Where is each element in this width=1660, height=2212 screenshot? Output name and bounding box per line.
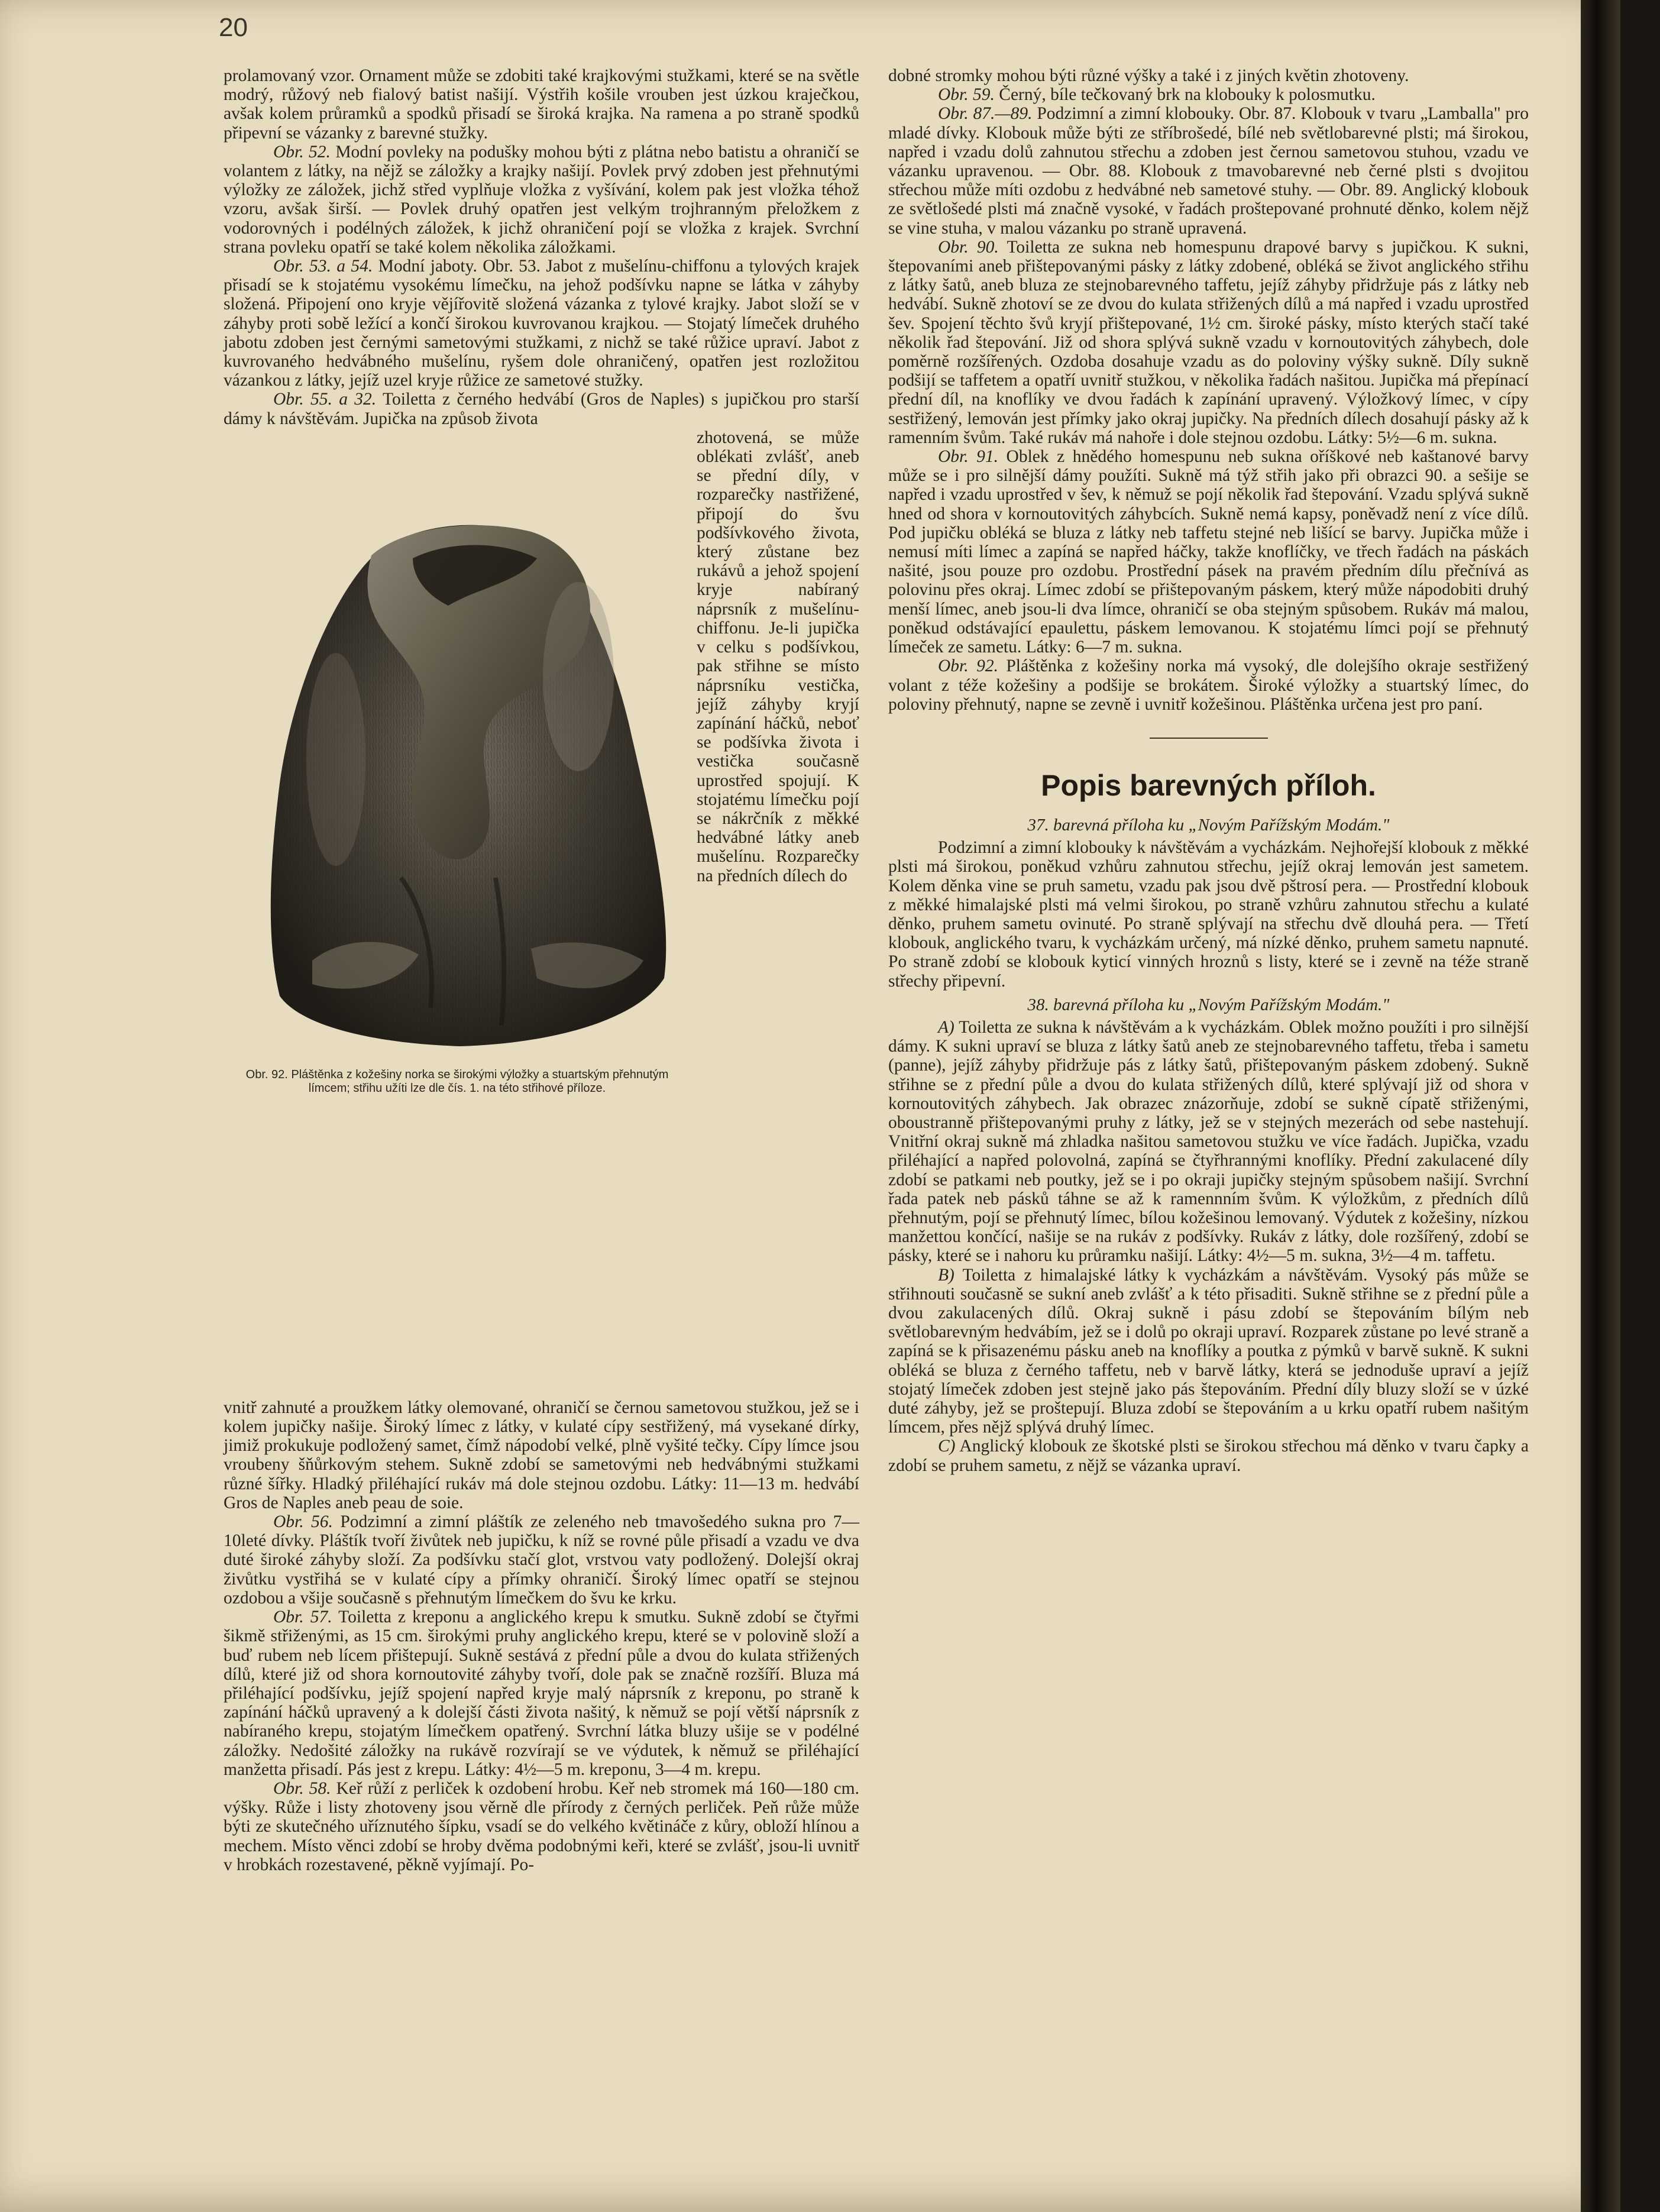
paragraph: [224, 257, 859, 390]
figure-reference: Obr. 56.: [273, 1512, 333, 1532]
text-beside-figure: zhotovená, se může oblékati zvlášť, aneb se přední díly, v rozparečky nastřižené, připojí do švu podšívkového života, který zůstane bez rukávů a jehož spojení kryje nabíraný náprsník z mušelínu-chiffonu. Je-li jupička v celku s podšívkou, pak střihne se místo náprsníku vestička, jejíž záhyby kryjí zapínání háčků, neboť se podšívka života i vestička současně uprostřed spojují. K stojatému límečku pojí se nákrčník z měkké hedvábné látky aneb mušelínu. Rozparečky na předních dílech do: [697, 428, 859, 885]
right-top-text: [888, 66, 1529, 714]
figure-reference: Obr. 55. a 32.: [273, 390, 377, 409]
paragraph: [888, 838, 1529, 991]
paragraph: [224, 1608, 859, 1779]
section-heading: Popis barevných příloh.: [1041, 768, 1376, 802]
figure-reference: C): [938, 1437, 956, 1456]
figure-block: [224, 428, 859, 1398]
section-divider: [1150, 738, 1268, 739]
fur-cape-illustration: [224, 428, 691, 1357]
paragraph: [888, 1266, 1529, 1437]
left-column: [224, 66, 859, 1874]
supplements-list: [888, 816, 1529, 1475]
paragraph-text: Toiletta z himalajské látky k vycházkám a návštěvám. Vysoký pás může se střihnouti současně se sukní aneb zvlášť a k této přisaditi. Sukně střihne se z přední půle a dvou zakulacených dílů. Okraj sukně i pásu zdobí se štepováním bílým neb světlobarevným hedvábím, jež se i dolů po okraji upraví. Rozparek zůstane po levé straně a zapíná se k přisazenému pásku aneb na knoflíky a poutka z pýmků v barvě sukně. K sukni obléká se bluza z černého taffetu, neb v barvě látky, která se jednoduše upraví a jejíž stojatý límeček zdoben jest stejně jako pás štepováním. Přední díly bluzy složí se v úzké duté záhyby, jež se proštepují. Bluza zdobí se štepováním a u krku opatří rubem našitým límcem, přes nějž splývá druhý límec.: [888, 1265, 1529, 1437]
figure-reference: Obr. 91.: [938, 447, 999, 467]
page-number: 20: [219, 13, 248, 42]
paragraph: [888, 238, 1529, 447]
supplement-title: 38. barevná příloha ku „Novým Pařížským Modám.": [1027, 995, 1390, 1014]
paragraph: [224, 390, 859, 428]
figure-reference: Obr. 90.: [938, 237, 999, 257]
paragraph-text: Keř růží z perliček k ozdobení hrobu. Keř neb stromek má 160—180 cm. výšky. Růže i listy zhotoveny jsou věrně dle přírody z černých perliček. Peň růže může býti ze skutečného uříznutého šípku, vsadí se do velkého květináče z kůry, obloží hlínou a mechem. Místo věnci zdobí se hroby dvěma podobnými keři, které se zvlášť, jsou-li uvnitř v hrobkách rozestavené, pěkně vyjímají. Po-: [224, 1778, 859, 1874]
binding-edge: [1581, 0, 1620, 2212]
supplement-body: [888, 838, 1529, 991]
paragraph: [888, 657, 1529, 714]
figure-reference: B): [938, 1265, 954, 1285]
paragraph-text: Anglický klobouk ze škotské plsti se širokou střechou má děnko v tvaru čapky a zdobí se pruhem sametu, z nějž se vázanka upraví.: [888, 1437, 1529, 1475]
supplement-body: [888, 1018, 1529, 1475]
right-column: [888, 66, 1529, 1475]
paragraph-text: Toiletta ze sukna neb homespunu drapové barvy s jupičkou. K sukni, štepovaními aneb přištepovanými pásky z látky zdobené, obléká se život anglického střihu z látky šatů, aneb bluza ze stejnobarevného taffetu, jejíž záhyby přidržuje pás z látky neb hedvábí. Sukně zhotoví se ze dvou do kulata střižených dílů a má napřed i vzadu uprostřed šev. Spojení těchto švů kryjí přištepované, 1½ cm. široké pásky, místo kterých stačí také několik řad štepování. Již od shora splývá sukně vzadu v kornoutovitých záhybech, dole poměrně rozšířených. Ozdoba dosahuje vzadu as do poloviny výšky sukně. Díly sukně podšijí se taffetem a opatří uvnitř stužkou, v několika řadách našitou. Jupička má přepínací přední díl, na knoflíky ve dvou řadách k zapínání upravený. Výložkový límec, v cípy sestřižený, lemován jest přímky jako okraj jupičky. Na předních dílech dosahují pásky až k ramenním švům. Také rukáv má nahoře i dole stejnou ozdobu. Látky: 5½—6 m. sukna.: [888, 237, 1529, 447]
paragraph: [888, 104, 1529, 237]
paragraph-text: Toiletta ze sukna k návštěvám a k vycházkám. Oblek možno použíti i pro silnější dámy. K sukni upraví se bluza z látky šatů aneb ze stejnobarevného taffetu, třeba i sametu (panne), jejíž záhyby přidržuje pás z látky šatů, přištepovaným páskem zdobený. Sukně střihne se z přední půle a dvou do kulata střižených dílů, které splývají již od shora v kornoutovitých záhybech. Jak obrazec znázorňuje, zdobí se sukně cípatě střiženými, oboustranně přištepovanými pruhy z látky, jež se v stejných mezerách od sebe nastehují. Vnitřní okraj sukně má zhladka našitou sametovou stužku ve více řadách. Jupička, vzadu přiléhající a napřed polovolná, zapíná se čtyřhrannými knoflíky. Přední zakulacené díly zdobí se patkami neb poutky, jež se i po okraji jupičky stejným spůsobem našijí. Svrchní řada patek neb pásků táhne se až k ramennním švům. K výložkům, z předních dílů přehnutým, pojí se přehnutý límec, bílou kožešinou lemovaný. Výdutek z kožešiny, nízkou manžettou končící, našije se na rukáv z podšívky. Rukáv z látky, dole rozšířený, zdobí se pásky, které se i nahoru ku průramku našijí. Látky: 4½—5 m. sukna, 3½—4 m. taffetu.: [888, 1017, 1529, 1266]
paragraph-text: Podzimní a zimní pláštík ze zeleného neb tmavošedého sukna pro 7—10leté dívky. Pláštík tvoří živůtek neb jupičku, k níž se rovné půle přisadí a vzadu ve dva duté široké záhyby složí. Za podšívku stačí glot, vrstvou vaty podložený. Dolejší okraj živůtku vystřihá se v kulaté cípy a přímky ohraničí. Široký límec opatří se stejnou ozdobou a všije současně s přehnutým límečkem do švu ke krku.: [224, 1512, 860, 1608]
paragraph: [888, 66, 1529, 85]
paragraph: [224, 1512, 859, 1608]
figure-caption: Obr. 92. Pláštěnka z kožešiny norka se širokými výložky a stuartským přehnutým límcem; střihu užíti lze dle čís. 1. na této střihové příloze.: [224, 1066, 691, 1095]
figure-reference: A): [938, 1017, 954, 1037]
figure-reference: Obr. 53. a 54.: [273, 257, 373, 276]
figure-reference: Obr. 52.: [273, 142, 331, 161]
paragraph-text: Modní povleky na podušky mohou býti z plátna nebo batistu a ohraničí se volantem z látky, na nějž se záložky a krajky našijí. Povlek prvý zdoben jest přehnutými výložky ze záložek, jichž střed vyplňuje vložka z vyšívání, kolem pak jest vložka téhož vzoru, avšak širší. — Povlek druhý opatřen jest velkým trojhranným přeložkem z vodorovných i podélných záložek, k jichž ohraničení pojí se vložka z krajek. Svrchní strana povleku opatří se také kolem několika záložkami.: [224, 142, 859, 257]
figure-reference: Obr. 92.: [938, 657, 998, 676]
paragraph: [888, 85, 1529, 104]
supplement-title: 37. barevná příloha ku „Novým Pařížským Modám.": [1027, 815, 1390, 835]
paragraph-text: Podzimní a zimní klobouky. Obr. 87. Klobouk v tvaru „Lamballa" pro mladé dívky. Klobouk může býti ze stříbrošedé, bílé neb světlobarevné plsti; má širokou, napřed i vzadu dolů zahnutou střechu a zdoben jest černou sametovou stuhou, vzadu ve vázanku upravenou. — Obr. 88. Klobouk z tmavobarevné neb černé plsti s dvojitou střechou může míti ozdobu z hedvábné neb sametové stuhy. — Obr. 89. Anglický klobouk ze světlošedé plsti má značně vysoké, v řadách proštepované prohnuté děnko, kolem nějž se vine stuha, v malou vázanku po straně upravená.: [888, 104, 1529, 238]
left-bottom-text: [224, 1398, 859, 1874]
fur-cape-image: [224, 428, 691, 1067]
left-top-text: [224, 66, 859, 428]
paragraph: [224, 143, 859, 257]
figure-reference: Obr. 59.: [938, 85, 995, 105]
paragraph-text: Černý, bíle tečkovaný brk na klobouky k polosmutku.: [999, 85, 1376, 105]
figure-reference: Obr. 58.: [273, 1778, 331, 1798]
paragraph: [888, 1437, 1529, 1474]
paragraph: [224, 66, 859, 143]
paragraph-text: Modní jaboty. Obr. 53. Jabot z mušelínu-chiffonu a tylových krajek přisadí se k stojatému vysokému límečku, na jehož podšívku napne se látka v záhyby složená. Připojení ono kryje vějířovitě složená vázanka z tylové krajky. Jabot složí se v záhyby proti sobě ležící a končí širokou kuvrovanou krajkou. — Stojatý límeček druhého jabotu zdoben jest černými sametovými stužkami, z nichž se také růžice upraví. Jabot z kuvrovaného hedvábného mušelínu, ryšem dole ohraničený, opatřen jest rozložitou vázankou z látky, jejíž uzel kryje růžice ze sametové stužky.: [224, 257, 860, 390]
paragraph-text: vnitř zahnuté a proužkem látky olemované, ohraničí se černou sametovou stužkou, jež se i kolem jupičky našije. Široký límec z látky, v kulaté cípy sestřižený, má vysekané dírky, jimiž prokukuje podložený samet, čímž nápodobí velké, plně vyšité tečky. Cípy límce jsou vroubeny šňůrkovým stehem. Sukně zdobí se sametovými neb hedvábnými stužkami různé šířky. Hladký přiléhající rukáv má dole stejnou ozdobu. Látky: 11—13 m. hedvábí Gros de Naples aneb peau de soie.: [224, 1398, 859, 1512]
paragraph: [224, 1398, 859, 1512]
figure-reference: Obr. 57.: [273, 1608, 332, 1627]
paragraph-text: Podzimní a zimní klobouky k návštěvám a vycházkám. Nejhořejší klobouk z měkké plsti má širokou, poněkud vzhůru zahnutou střechu, jejíž okraj lemován jest sametem. Kolem děnka vine se pruh sametu, vzadu pak jsou dvě pštrosí pera. — Prostřední klobouk z měkké himalajské plsti má velmi širokou, po straně vzhůru zahnutou střechu a kulaté děnko, pruhem sametu ovinuté. Po straně splývají na střechu dvě dlouhá pera. — Třetí klobouk, anglického tvaru, k vycházkám určený, má nízké děnko, pruhem sametu napnuté. Po straně zdobí se klobouk kyticí vinných hroznů s listy, které se i zevně na téže straně střechy připevní.: [888, 838, 1529, 991]
paragraph-text: Oblek z hnědého homespunu neb sukna oříškové neb kaštanové barvy může se i pro silnější dámy použíti. Sukně má týž střih jako při obrazci 90. a sešije se napřed i vzadu uprostřed v šev, k němuž se pojí několik řad štepování. Vzadu splývá sukně hned od shora v kornoutovitých záhybcích. Sukně nemá kapsy, poněvadž není z více dílů. Pod jupičku obléká se bluza z látky neb taffetu stejné neb lišící se barvy. Jupička může i nemusí míti límec a zapíná se napřed háčky, takže knoflíčky, ve třech řadách na páskách našité, jsou pouze pro ozdobu. Prostřední pásek na pravém předním dílu přečnívá as polovinu přes okraj. Límec zdobí se přištepovaným páskem, který může nápodobiti druhý menší límec, aneb jsou-li dva límce, ohraničí se oba stejným spůsobem. Rukáv má malou, poněkud odstávající epaulettu, páskem lemovanou. K stojatému límci pojí se přehnutý límeček ze sametu. Látky: 6—7 m. sukna.: [888, 447, 1529, 657]
paragraph: [224, 1779, 859, 1874]
figure-reference: Obr. 87.—89.: [938, 104, 1033, 124]
paragraph-text: Pláštěnka z kožešiny norka má vysoký, dle dolejšího okraje sestřižený volant z téže kožešiny a podšije se brokátem. Široké výložky a stuartský límec, do poloviny přehnutý, napne se zevně i uvnitř kožešinou. Pláštěnka určena jest pro paní.: [888, 657, 1529, 714]
paragraph: [888, 447, 1529, 657]
paragraph-text: Toiletta z černého hedvábí (Gros de Naples) s jupičkou pro starší dámy k návštěvám. Jupička na způsob života: [224, 390, 859, 428]
paragraph-text: prolamovaný vzor. Ornament může se zdobiti také krajkovými stužkami, které se na světle modrý, růžový neb fialový batist našijí. Výstřih košile vrouben jest úzkou kraječkou, avšak kolem průramků a spodků přisadí se široká krajka. Na ramena a po straně spodků připevní se vázanky z barevné stužky.: [224, 66, 859, 143]
paragraph-text: Toiletta z kreponu a anglického krepu k smutku. Sukně zdobí se čtyřmi šikmě střiženými, as 15 cm. širokými pruhy anglického krepu, které se v polovině složí a buď rubem neb lícem přištepují. Sukně sestává z přední půle a dvou do kulata střižených dílů, které již od shora kornoutovité záhyby tvoří, dole pak se značně rozšíří. Bluza má přiléhající podšívku, jejíž spojení napřed kryje malý náprsník z kreponu, po straně k zapínání háčků upravený a k dolejší části života našitý, k němuž se pojí větší náprsník z nabíraného krepu, stojatým límečkem opatřený. Svrchní látka bluzy ušije se v podélné záložky. Nedošité záložky na rukávě rozvírají se ve výdutek, k němuž se přiléhající manžetta přisadí. Pás jest z krepu. Látky: 4½—5 m. kreponu, 3—4 m. krepu.: [224, 1608, 859, 1779]
paragraph-text: dobné stromky mohou býti různé výšky a také i z jiných květin zhotoveny.: [888, 66, 1409, 85]
paragraph: [888, 1018, 1529, 1266]
